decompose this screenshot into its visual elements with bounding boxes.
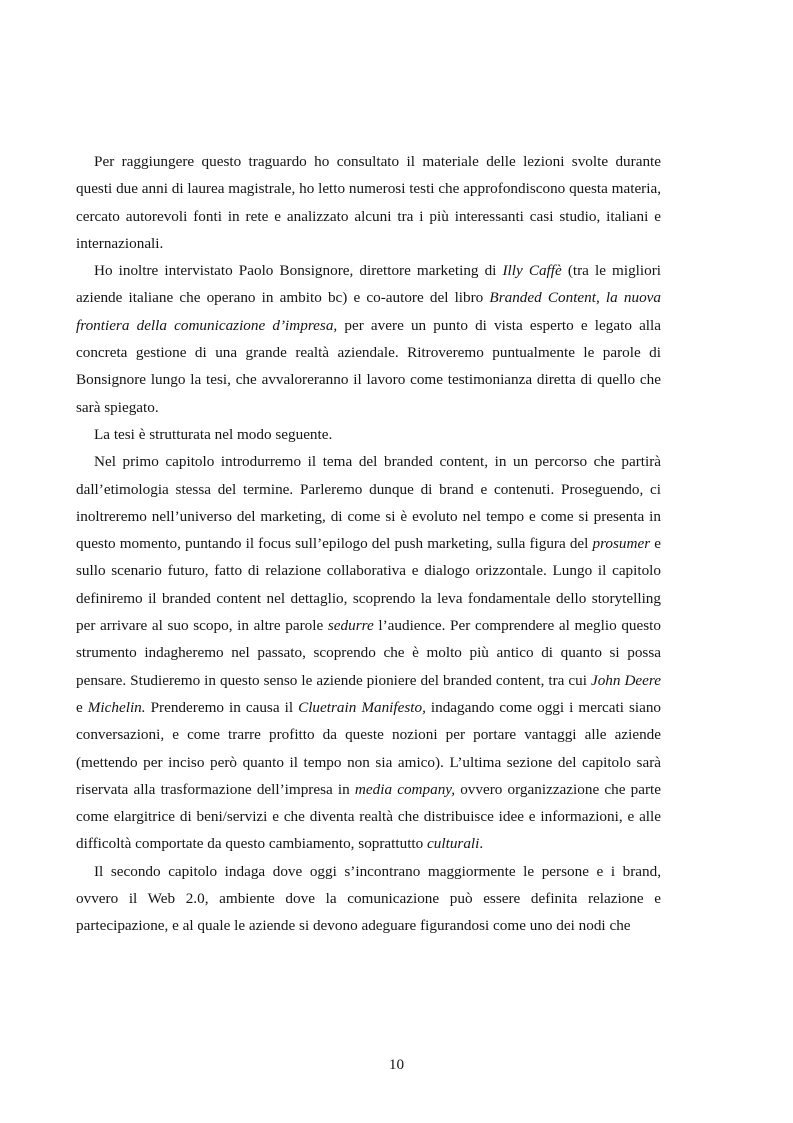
italic-text-segment: Cluetrain Manifesto, <box>298 698 426 716</box>
text-segment: e sullo scenario futuro, fatto di relazione collaborativa e dialogo orizzontale. Lungo il capitolo definiremo il branded content nel dettaglio, scoprendo la leva fondamentale dello storytelling per arrivare al suo scopo, in altre parole <box>76 535 661 635</box>
text-segment: (tra le migliori aziende italiane che operano in ambito bc) e co-autore del libro <box>76 262 661 307</box>
italic-text-segment: John Deere <box>590 671 662 689</box>
paragraph <box>76 448 661 857</box>
text-segment: e <box>76 698 88 716</box>
italic-text-segment: Illy Caffè <box>502 262 562 280</box>
italic-text-segment: sedurre <box>327 617 374 635</box>
text-segment: indagando come oggi i mercati siano conversazioni, e come trarre profitto da queste nozioni per portare vantaggi alle aziende (mettendo per inciso però quanto il tempo non sia amico). L’ultima sezione del capitolo sarà riservata alla trasformazione dell’impresa in <box>76 698 662 798</box>
body-text <box>76 148 661 940</box>
paragraph <box>76 421 661 448</box>
text-segment: La tesi è strutturata nel modo seguente. <box>94 425 333 443</box>
text-segment: per avere un punto di vista esperto e legato alla concreta gestione di una grande realtà aziendale. Ritroveremo puntualmente le parole di Bonsignore lungo la tesi, che avvaloreranno il lavoro come testimonianza diretta di quello che sarà spiegato. <box>76 316 661 416</box>
text-segment: Il secondo capitolo indaga dove oggi s’incontrano maggiormente le persone e i brand, ovvero il Web 2.0, ambiente dove la comunicazione può essere definita relazione e partecipazione, e al quale le aziende si devono adeguare figurandosi come uno dei nodi che <box>76 862 661 935</box>
paragraph <box>76 858 661 940</box>
italic-text-segment: culturali <box>427 835 480 853</box>
text-segment: . <box>479 835 484 853</box>
page-number: 10 <box>388 1056 405 1073</box>
italic-text-segment: prosumer <box>592 535 651 553</box>
text-segment: Prenderemo in causa il <box>145 698 299 716</box>
text-segment: ovvero organizzazione che parte come elargitrice di beni/servizi e che diventa realtà che distribuisce idee e informazioni, e alle difficoltà comportate da questo cambiamento, soprattutto <box>76 780 661 853</box>
paragraph <box>76 148 661 257</box>
text-segment: Nel primo capitolo introdurremo il tema del branded content, in un percorso che partirà dall’etimologia stessa del termine. Parleremo dunque di brand e contenuti. Proseguendo, ci inoltreremo nell’universo del marketing, di come si è evoluto nel tempo e come si presenta in questo momento, puntando il focus sull’epilogo del push marketing, sulla figura del <box>76 453 661 553</box>
text-segment: l’audience. Per comprendere al meglio questo strumento indagheremo nel passato, scoprendo che è molto più antico di quanto si possa pensare. Studieremo in questo senso le aziende pioniere del branded content, tra cui <box>76 617 661 689</box>
italic-text-segment: Michelin. <box>87 698 146 716</box>
text-segment: Ho inoltre intervistato Paolo Bonsignore, direttore marketing di <box>94 262 503 280</box>
italic-text-segment: Branded Content, la nuova frontiera della comunicazione d’impresa, <box>76 289 661 334</box>
paragraph <box>76 257 661 421</box>
italic-text-segment: media company, <box>354 780 456 798</box>
text-segment: Per raggiungere questo traguardo ho consultato il materiale delle lezioni svolte durante questi due anni di laurea magistrale, ho letto numerosi testi che approfondiscono questa materia, cercato autorevoli fonti in rete e analizzato alcuni tra i più interessanti casi studio, italiani e internazionali. <box>76 153 661 252</box>
